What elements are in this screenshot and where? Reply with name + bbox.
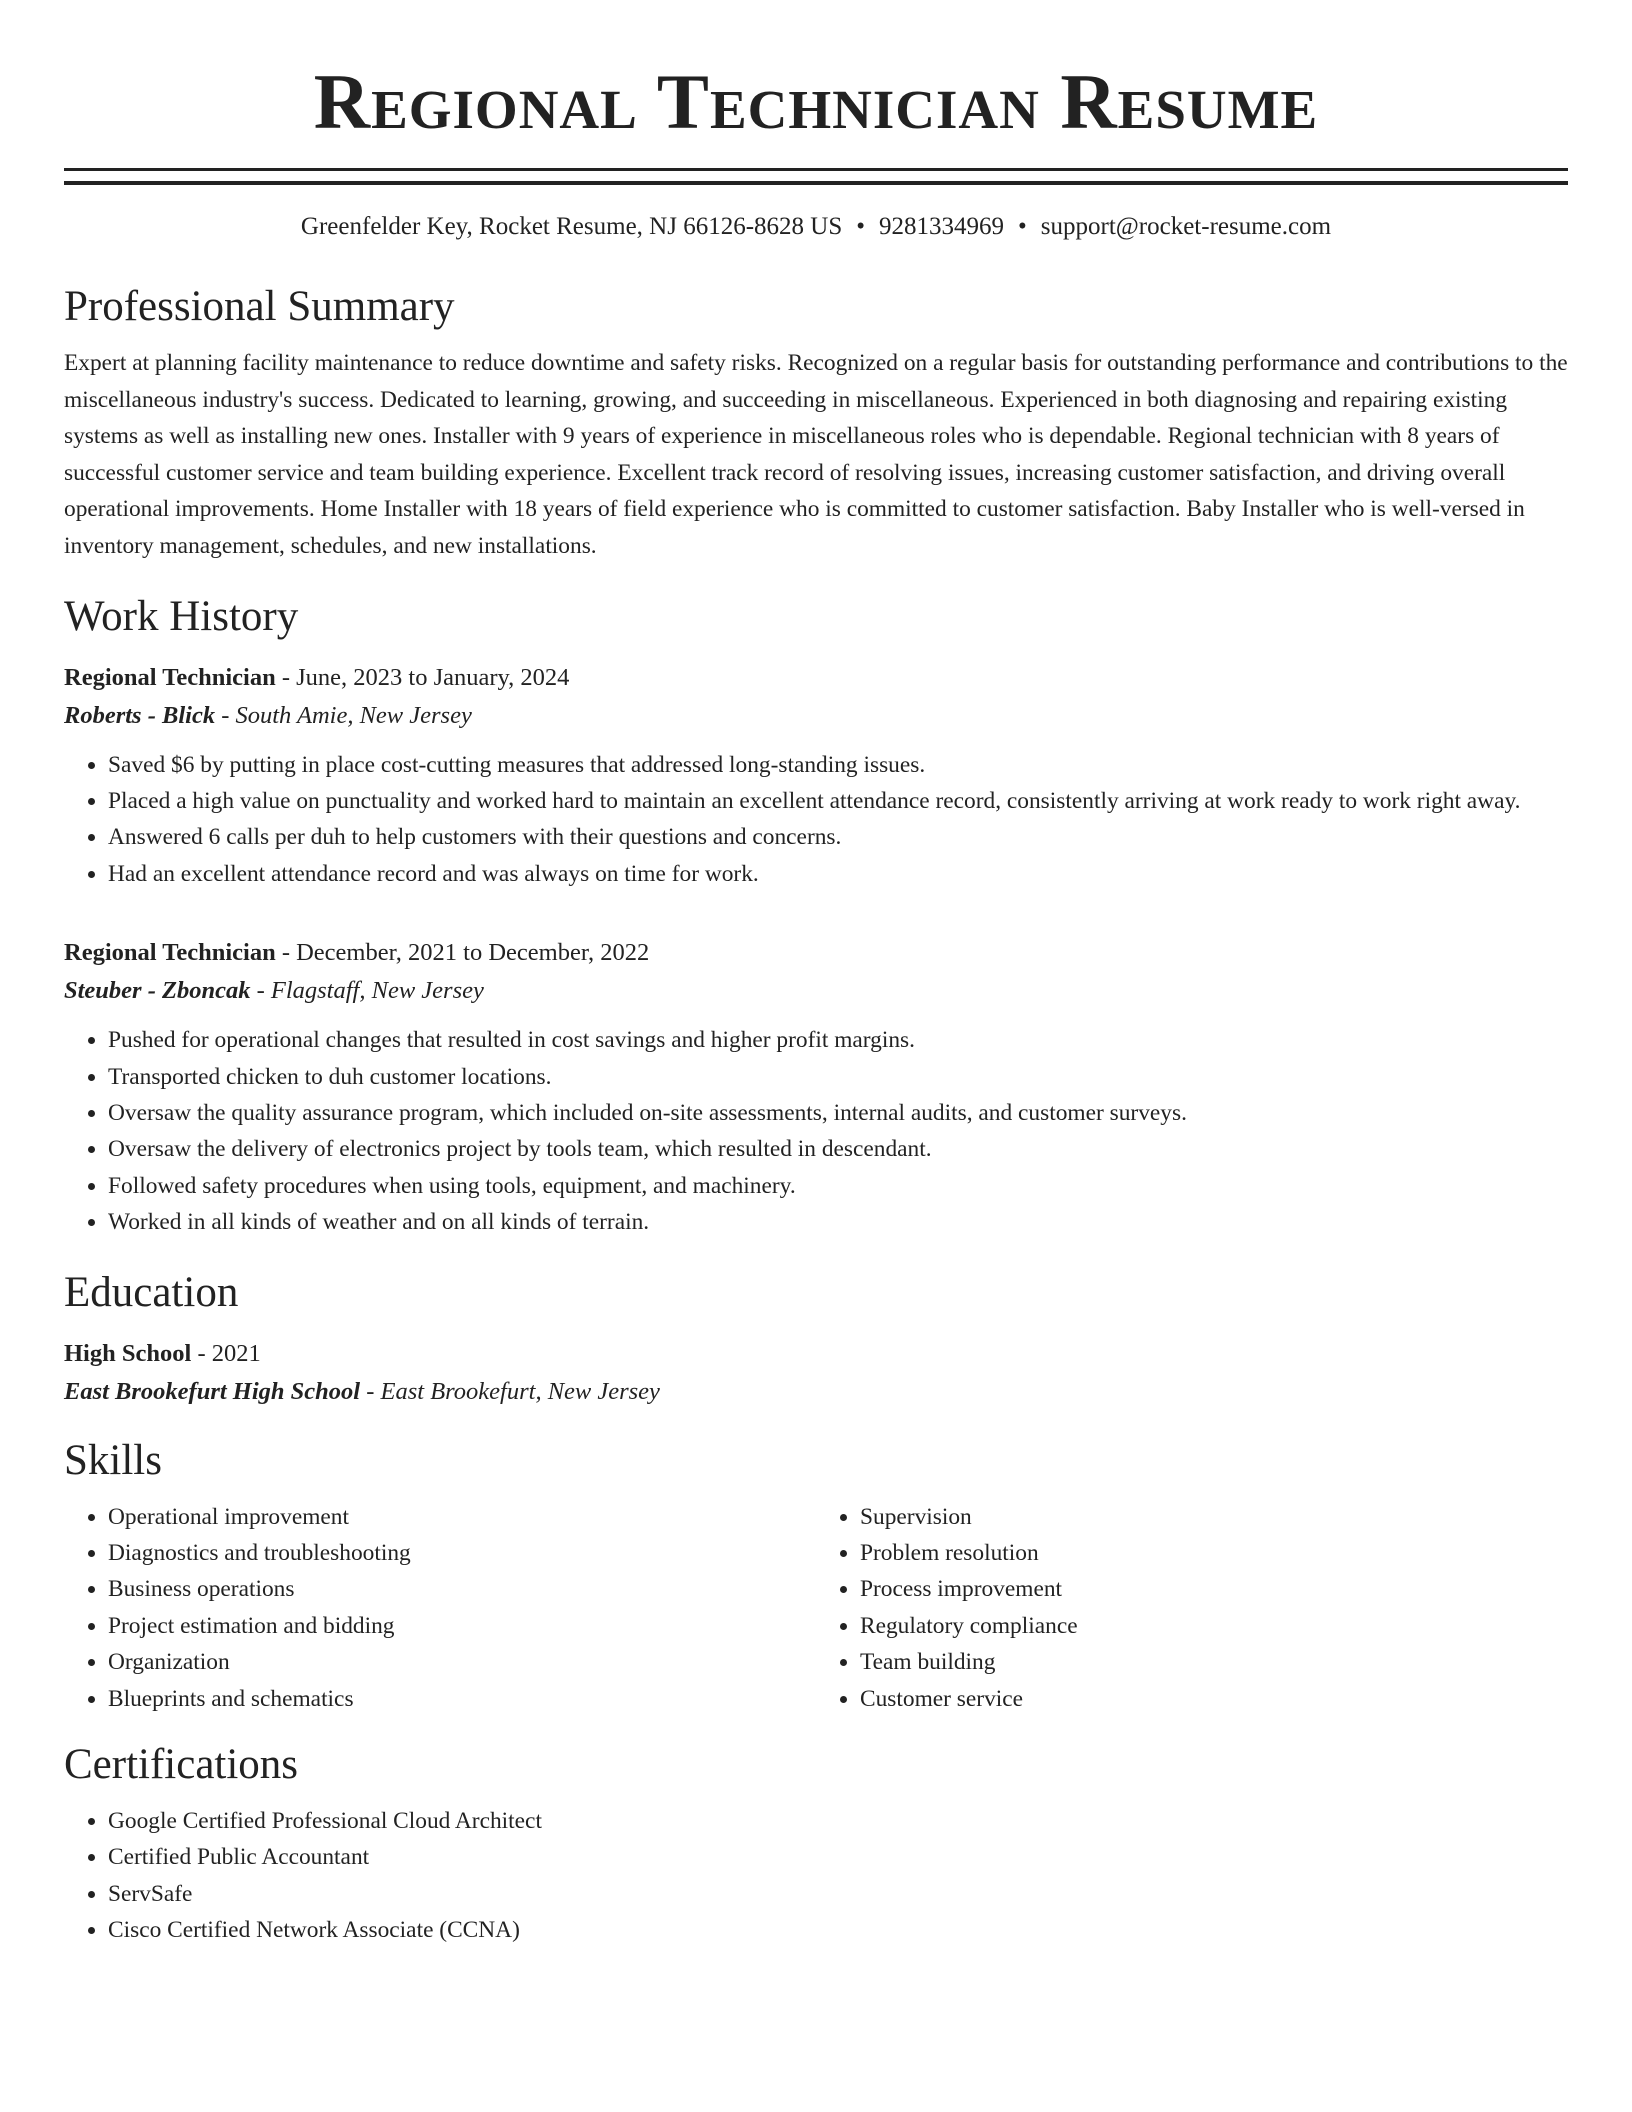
job-location: - South Amie, New Jersey	[215, 701, 472, 729]
list-item: • Pushed for operational changes that resulted in cost savings and higher profit margins.	[108, 1022, 1568, 1058]
education-year: - 2021	[191, 1339, 261, 1367]
education-heading: Education	[64, 1268, 239, 1316]
job-dates: - June, 2023 to January, 2024	[275, 663, 570, 691]
job-employer	[64, 972, 1568, 1010]
list-item: • Operational improvement	[108, 1499, 816, 1535]
job-bullets	[64, 1022, 1568, 1240]
job-employer	[64, 697, 1568, 735]
certifications-heading: Certifications	[64, 1741, 299, 1789]
list-item: • Followed safety procedures when using tools, equipment, and machinery.	[108, 1168, 1568, 1204]
contact-separator: •	[856, 213, 865, 240]
list-item: • ServSafe	[108, 1876, 1568, 1912]
skills-left-column	[64, 1499, 816, 1717]
job-entry-1	[64, 659, 1568, 893]
job-location: - Flagstaff, New Jersey	[250, 977, 484, 1005]
contact-phone: 9281334969	[879, 213, 1004, 240]
contact-separator: •	[1018, 213, 1027, 240]
resume-title: Regional Technician Resume	[313, 58, 1319, 145]
job-company: Roberts - Blick	[64, 701, 216, 729]
summary-text: Expert at planning facility maintenance to reduce downtime and safety risks. Recognized on a regular basis for outstanding performance and contributions to the miscellaneous industry's success. Dedicated to learning, growing, and succeeding in miscellaneous. Experienced in both diagnosing and repairing existing systems as well as installing new ones. Installer with 9 years of experience in miscellaneous roles who is dependable. Regional technician with 8 years of successful customer service and team building experience. Excellent track record of resolving issues, increasing customer satisfaction, and driving overall operational improvements. Home Installer with 18 years of field experience who is committed to customer satisfaction. Baby Installer who is well-versed in inventory management, schedules, and new installations.	[64, 350, 1568, 559]
list-item: • Process improvement	[860, 1571, 1568, 1607]
job-company: Steuber - Zboncak	[64, 977, 251, 1005]
list-item: • Diagnostics and troubleshooting	[108, 1535, 816, 1571]
list-item: • Organization	[108, 1644, 816, 1680]
job-bullets	[64, 747, 1568, 893]
work-history-heading: Work History	[64, 592, 299, 640]
list-item: • Oversaw the delivery of electronics project by tools team, which resulted in descendant.	[108, 1131, 1568, 1167]
list-item: • Project estimation and bidding	[108, 1608, 816, 1644]
education-location: - East Brookefurt, New Jersey	[360, 1377, 660, 1405]
list-item: • Problem resolution	[860, 1535, 1568, 1571]
list-item: • Saved $6 by putting in place cost-cutting measures that addressed long-standing issues.	[108, 747, 1568, 783]
job-dates: - December, 2021 to December, 2022	[275, 939, 650, 967]
contact-line	[64, 211, 1568, 243]
job-title: Regional Technician	[64, 939, 276, 967]
job-header	[64, 934, 1568, 972]
education-degree: High School	[64, 1339, 192, 1367]
list-item: • Placed a high value on punctuality and worked hard to maintain an excellent attendance record, consistently arriving at work ready to work right away.	[108, 783, 1568, 819]
list-item: • Regulatory compliance	[860, 1608, 1568, 1644]
list-item: • Transported chicken to duh customer locations.	[108, 1059, 1568, 1095]
list-item: • Cisco Certified Network Associate (CCNA)	[108, 1912, 1568, 1948]
education-school: East Brookefurt High School	[64, 1377, 361, 1405]
list-item: • Business operations	[108, 1571, 816, 1607]
list-item: • Worked in all kinds of weather and on all kinds of terrain.	[108, 1204, 1568, 1240]
list-item: • Team building	[860, 1644, 1568, 1680]
contact-email: support@rocket-resume.com	[1040, 213, 1332, 240]
skills-columns	[64, 1499, 1568, 1717]
job-header	[64, 659, 1568, 697]
skills-right-column	[816, 1499, 1568, 1717]
list-item: • Customer service	[860, 1681, 1568, 1717]
certifications-list	[64, 1803, 1568, 1949]
contact-address: Greenfelder Key, Rocket Resume, NJ 66126-8628 US	[300, 213, 843, 240]
list-item: • Blueprints and schematics	[108, 1681, 816, 1717]
list-item: • Oversaw the quality assurance program, which included on-site assessments, internal audits, and customer surveys.	[108, 1095, 1568, 1131]
list-item: • Supervision	[860, 1499, 1568, 1535]
list-item: • Answered 6 calls per duh to help customers with their questions and concerns.	[108, 819, 1568, 855]
skills-heading: Skills	[64, 1436, 162, 1484]
job-entry-2	[64, 934, 1568, 1240]
list-item: • Google Certified Professional Cloud Architect	[108, 1803, 1568, 1839]
job-title: Regional Technician	[64, 663, 276, 691]
title-double-rule	[64, 168, 1568, 185]
list-item: • Certified Public Accountant	[108, 1839, 1568, 1875]
list-item: • Had an excellent attendance record and was always on time for work.	[108, 856, 1568, 892]
summary-heading: Professional Summary	[64, 283, 455, 330]
education-header	[64, 1335, 1568, 1373]
education-school-line	[64, 1373, 1568, 1411]
